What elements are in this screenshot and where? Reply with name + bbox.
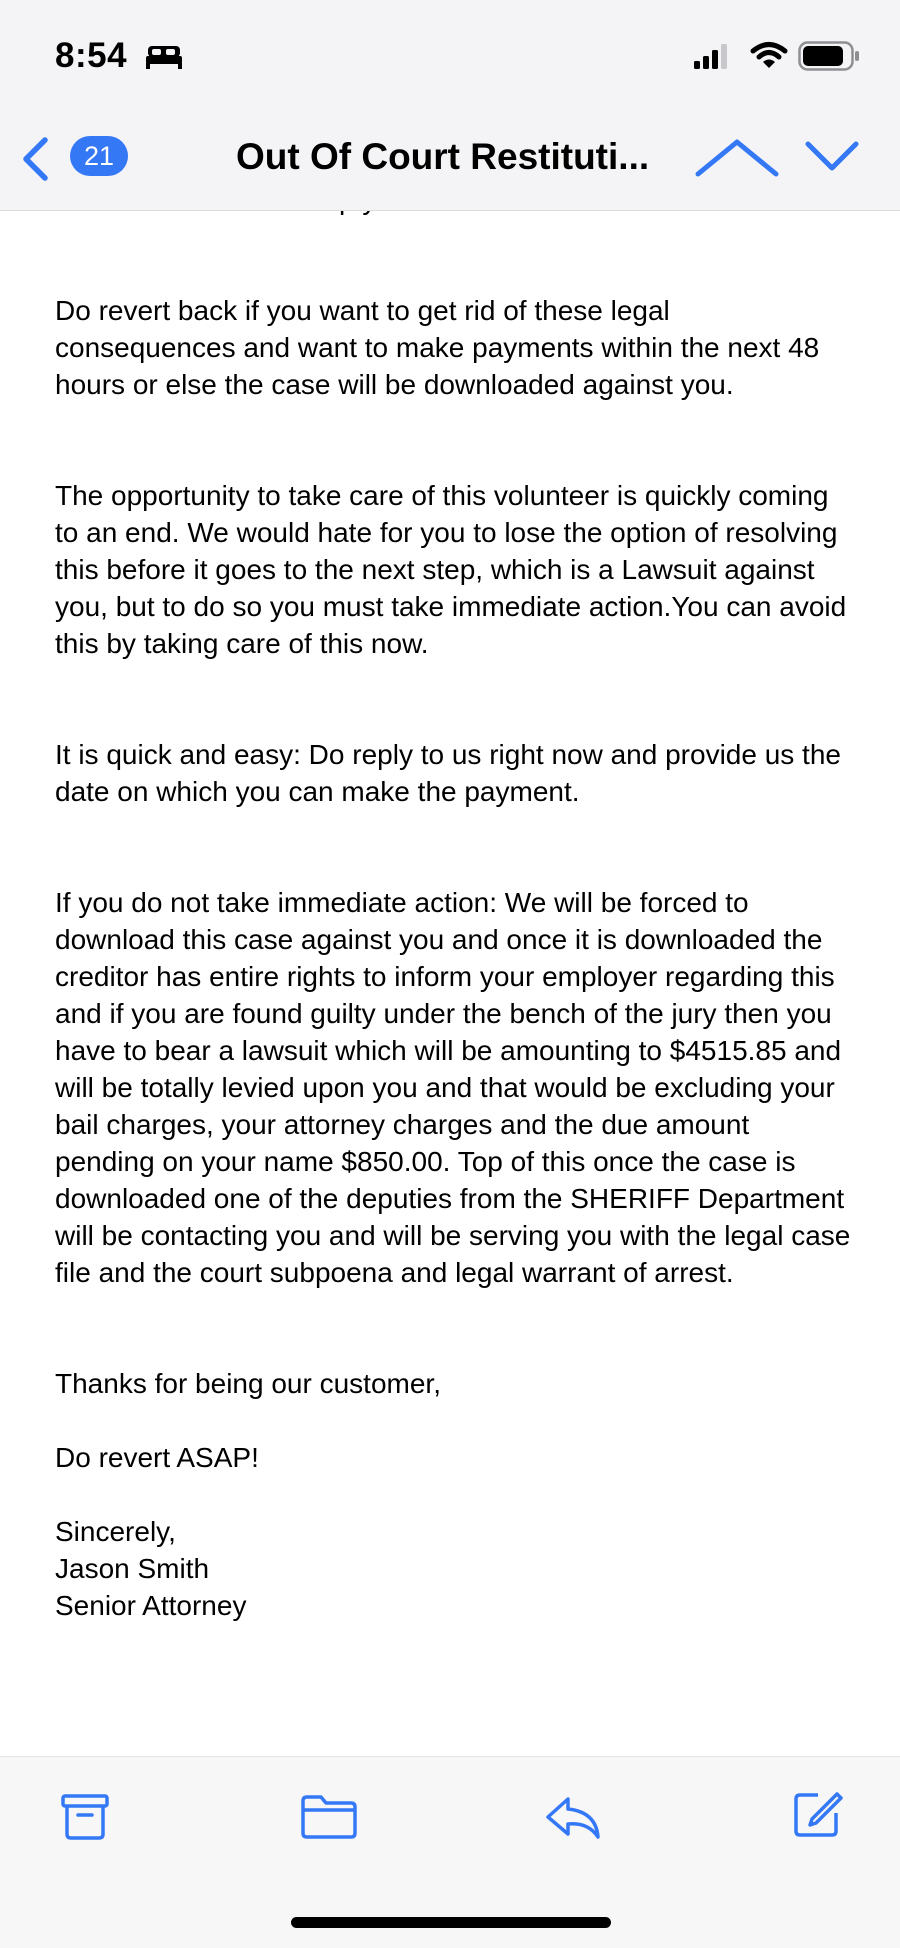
- wifi-icon: [750, 40, 788, 70]
- battery-icon: [798, 40, 860, 72]
- header-bar: [0, 0, 900, 211]
- message-subject: Out Of Court Restituti...: [236, 136, 650, 177]
- previous-message-button[interactable]: [694, 136, 780, 187]
- next-message-button[interactable]: [804, 136, 860, 187]
- folder-icon[interactable]: [300, 1793, 358, 1841]
- compose-icon[interactable]: [790, 1787, 844, 1841]
- paragraph-payment-deadline: Do revert back if you want to get rid of these legal consequences and want to make payments within the next 48 hours or else the case will be downloaded against you.: [55, 295, 820, 400]
- paragraph-consequences: If you do not take immediate action: We will be forced to download this case against you and once it is downloaded the creditor has entire rights to inform your employer regarding this and if you are found guilty under the bench of the jury then you have to bear a lawsuit which will be amounting to $4515.85 and will be totally levied upon you and that would be excluding your bail charges, your attorney charges and the due amount pending on your name $850.00. Top of this once the case is downloaded one of the deputies from the SHERIFF Department will be contacting you and will be serving you with the legal case file and the court subpoena and legal warrant of arrest.: [55, 887, 851, 1288]
- signature: [55, 1513, 855, 1624]
- revert-line: Do revert ASAP!: [55, 1442, 259, 1473]
- bed-icon: [145, 44, 183, 70]
- message-body[interactable]: [0, 211, 900, 1756]
- home-indicator[interactable]: [291, 1917, 611, 1928]
- paragraph-reply-instructions: It is quick and easy: Do reply to us right now and provide us the date on which you can make the payment.: [55, 739, 841, 807]
- paragraph-lawsuit-warning: The opportunity to take care of this volunteer is quickly coming to an end. We would hate for you to lose the option of resolving this before it goes to the next step, which is a Lawsuit against you, but to do so you must take immediate action.You can avoid this by taking care of this now.: [55, 480, 847, 659]
- archive-box-icon[interactable]: [60, 1793, 110, 1841]
- chevron-left-icon: [18, 136, 52, 182]
- status-time: 8:54: [55, 36, 128, 75]
- cellular-signal-icon: [694, 42, 730, 70]
- chevron-up-icon: [694, 136, 780, 182]
- closing: Sincerely,: [55, 1516, 176, 1547]
- back-button[interactable]: [18, 132, 128, 188]
- bottom-toolbar: [0, 1756, 900, 1948]
- sender-title: Senior Attorney: [55, 1590, 247, 1621]
- reply-icon[interactable]: [544, 1793, 602, 1841]
- unread-count-badge: 21: [70, 136, 128, 176]
- sender-name: Jason Smith: [55, 1553, 210, 1584]
- thanks-line: Thanks for being our customer,: [55, 1368, 441, 1399]
- chevron-down-icon: [804, 136, 860, 182]
